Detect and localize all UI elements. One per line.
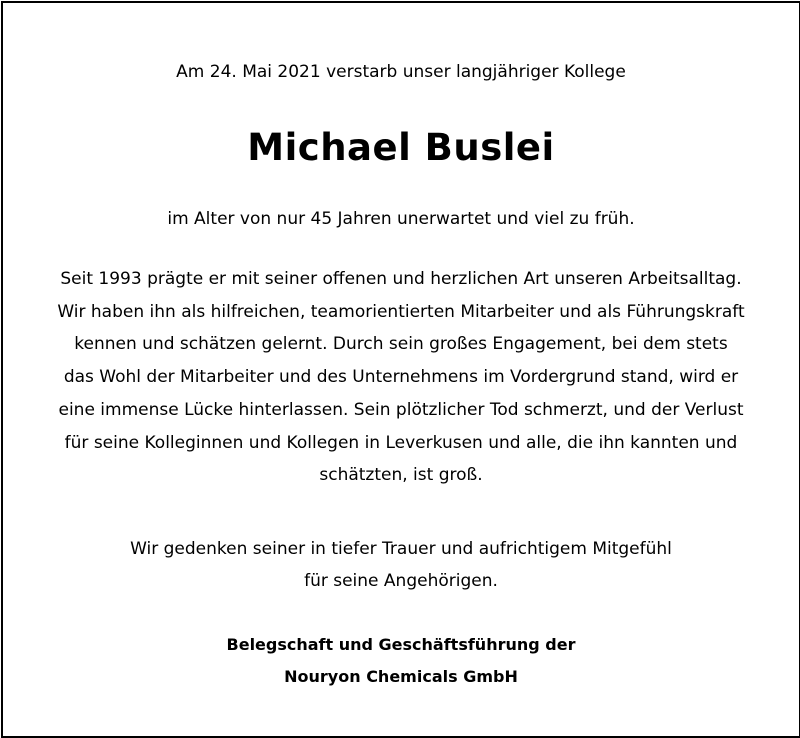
remembrance-line: Wir gedenken seiner in tiefer Trauer und aufrichtigem Mitgefühl (130, 539, 672, 559)
obituary-notice (1, 1, 800, 738)
company-name: Nouryon Chemicals GmbH (284, 667, 518, 686)
tribute-line: Wir haben ihn als hilfreichen, teamorientierten Mitarbeiter und als Führungskraft (57, 301, 745, 322)
tribute-line: schätzten, ist groß. (319, 465, 483, 486)
age-line: im Alter von nur 45 Jahren unerwartet und viel zu früh. (167, 209, 635, 229)
remembrance-paragraph (3, 533, 799, 597)
signature-block (3, 629, 799, 693)
tribute-line: das Wohl der Mitarbeiter und des Unternehmens im Vordergrund stand, wird er (63, 367, 739, 388)
signature-line: Belegschaft und Geschäftsführung der (226, 635, 576, 654)
tribute-line: für seine Kolleginnen und Kollegen in Leverkusen und alle, die ihn kannten und (64, 432, 738, 453)
tribute-paragraph (33, 263, 769, 492)
intro-line: Am 24. Mai 2021 verstarb unser langjähriger Kollege (176, 62, 626, 82)
tribute-line: kennen und schätzen gelernt. Durch sein großes Engagement, bei dem stets (74, 334, 728, 355)
tribute-line: eine immense Lücke hinterlassen. Sein plötzlicher Tod schmerzt, und der Verlust (58, 399, 744, 420)
deceased-name: Michael Buslei (247, 126, 555, 169)
remembrance-line: für seine Angehörigen. (304, 571, 498, 591)
tribute-line: Seit 1993 prägte er mit seiner offenen und herzlichen Art unseren Arbeitsalltag. (60, 269, 742, 289)
